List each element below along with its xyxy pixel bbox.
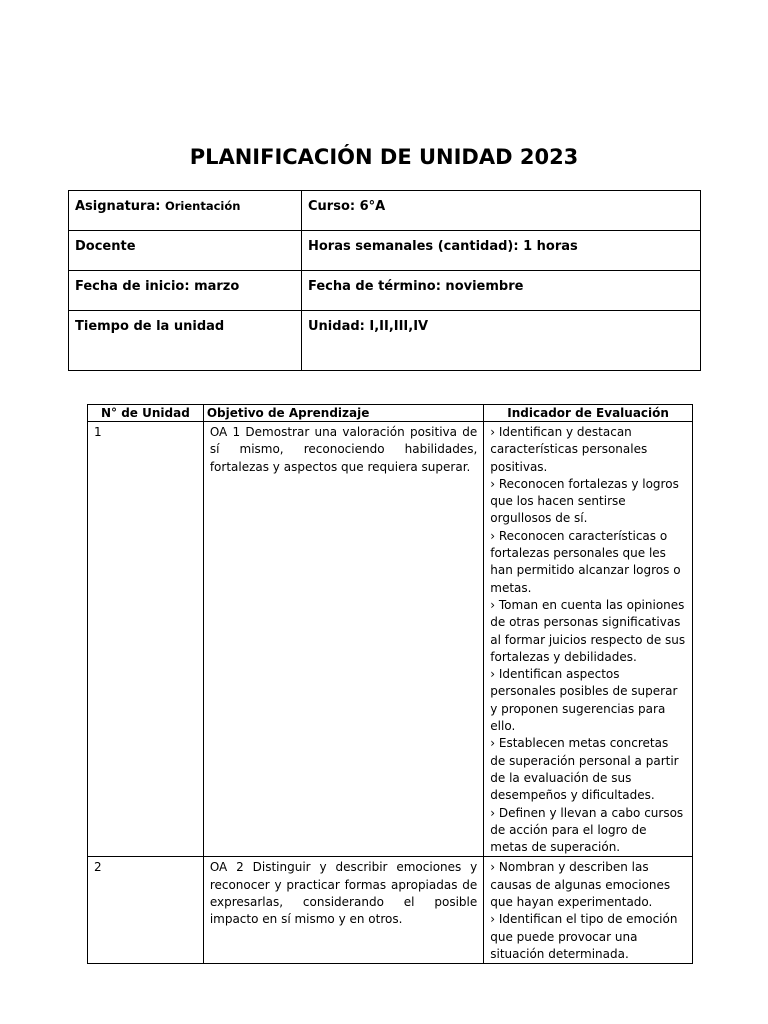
indicator-item: › Identifican aspectos personales posibles de superar y proponen sugerencias para ello. xyxy=(490,667,678,734)
asignatura-cell xyxy=(69,191,302,231)
indicator-item: › Definen y llevan a cabo cursos de acción para el logro de metas de superación. xyxy=(490,805,684,855)
tiempo-cell: Tiempo de la unidad xyxy=(69,311,302,371)
table-row xyxy=(88,422,693,857)
info-row xyxy=(69,311,701,371)
header-indicador: Indicador de Evaluación xyxy=(484,405,693,422)
asignatura-label: Asignatura: xyxy=(75,199,161,214)
curso-cell: Curso: 6°A xyxy=(302,191,701,231)
indicator-item: › Reconocen características o fortalezas personales que les han permitido alcanzar logros o metas. xyxy=(490,528,681,595)
unit-indicators xyxy=(484,857,693,964)
indicator-item: › Identifican el tipo de emoción que puede provocar una situación determinada. xyxy=(490,912,678,961)
indicator-item: › Toman en cuenta las opiniones de otras personas significativas al formar juicios respecto de sus fortalezas y debilidades. xyxy=(490,597,686,664)
asignatura-value: Orientación xyxy=(164,199,241,213)
horas-cell: Horas semanales (cantidad): 1 horas xyxy=(302,231,701,271)
docente-cell: Docente xyxy=(69,231,302,271)
table-row xyxy=(88,857,693,964)
unit-number: 1 xyxy=(88,422,204,857)
info-row xyxy=(69,191,701,231)
unit-indicators xyxy=(484,422,693,857)
course-info-table xyxy=(68,190,701,371)
unidad-cell: Unidad: I,II,III,IV xyxy=(302,311,701,371)
units-header-row xyxy=(88,405,693,422)
indicator-item: › Establecen metas concretas de superación personal a partir de la evaluación de sus desempeños y dificultades. xyxy=(490,736,679,803)
unit-objective: OA 2 Distinguir y describir emociones y reconocer y practicar formas apropiadas de expresarlas, considerando el posible impacto en sí mismo y en otros. xyxy=(203,857,483,964)
page-title: PLANIFICACIÓN DE UNIDAD 2023 xyxy=(189,145,579,169)
indicator-item: › Reconocen fortalezas y logros que los hacen sentirse orgullosos de sí. xyxy=(490,476,679,526)
fecha-termino-cell: Fecha de término: noviembre xyxy=(302,271,701,311)
indicator-item: › Identifican y destacan características personales positivas. xyxy=(490,425,648,474)
info-row xyxy=(69,271,701,311)
fecha-inicio-cell: Fecha de inicio: marzo xyxy=(69,271,302,311)
unit-number: 2 xyxy=(88,857,204,964)
info-row xyxy=(69,231,701,271)
units-table xyxy=(87,404,693,964)
header-unidad: N° de Unidad xyxy=(88,405,204,422)
header-objetivo: Objetivo de Aprendizaje xyxy=(203,405,483,422)
unit-objective: OA 1 Demostrar una valoración positiva de sí mismo, reconociendo habilidades, fortalezas y aspectos que requiera superar. xyxy=(203,422,483,857)
indicator-item: › Nombran y describen las causas de algunas emociones que hayan experimentado. xyxy=(490,860,671,910)
